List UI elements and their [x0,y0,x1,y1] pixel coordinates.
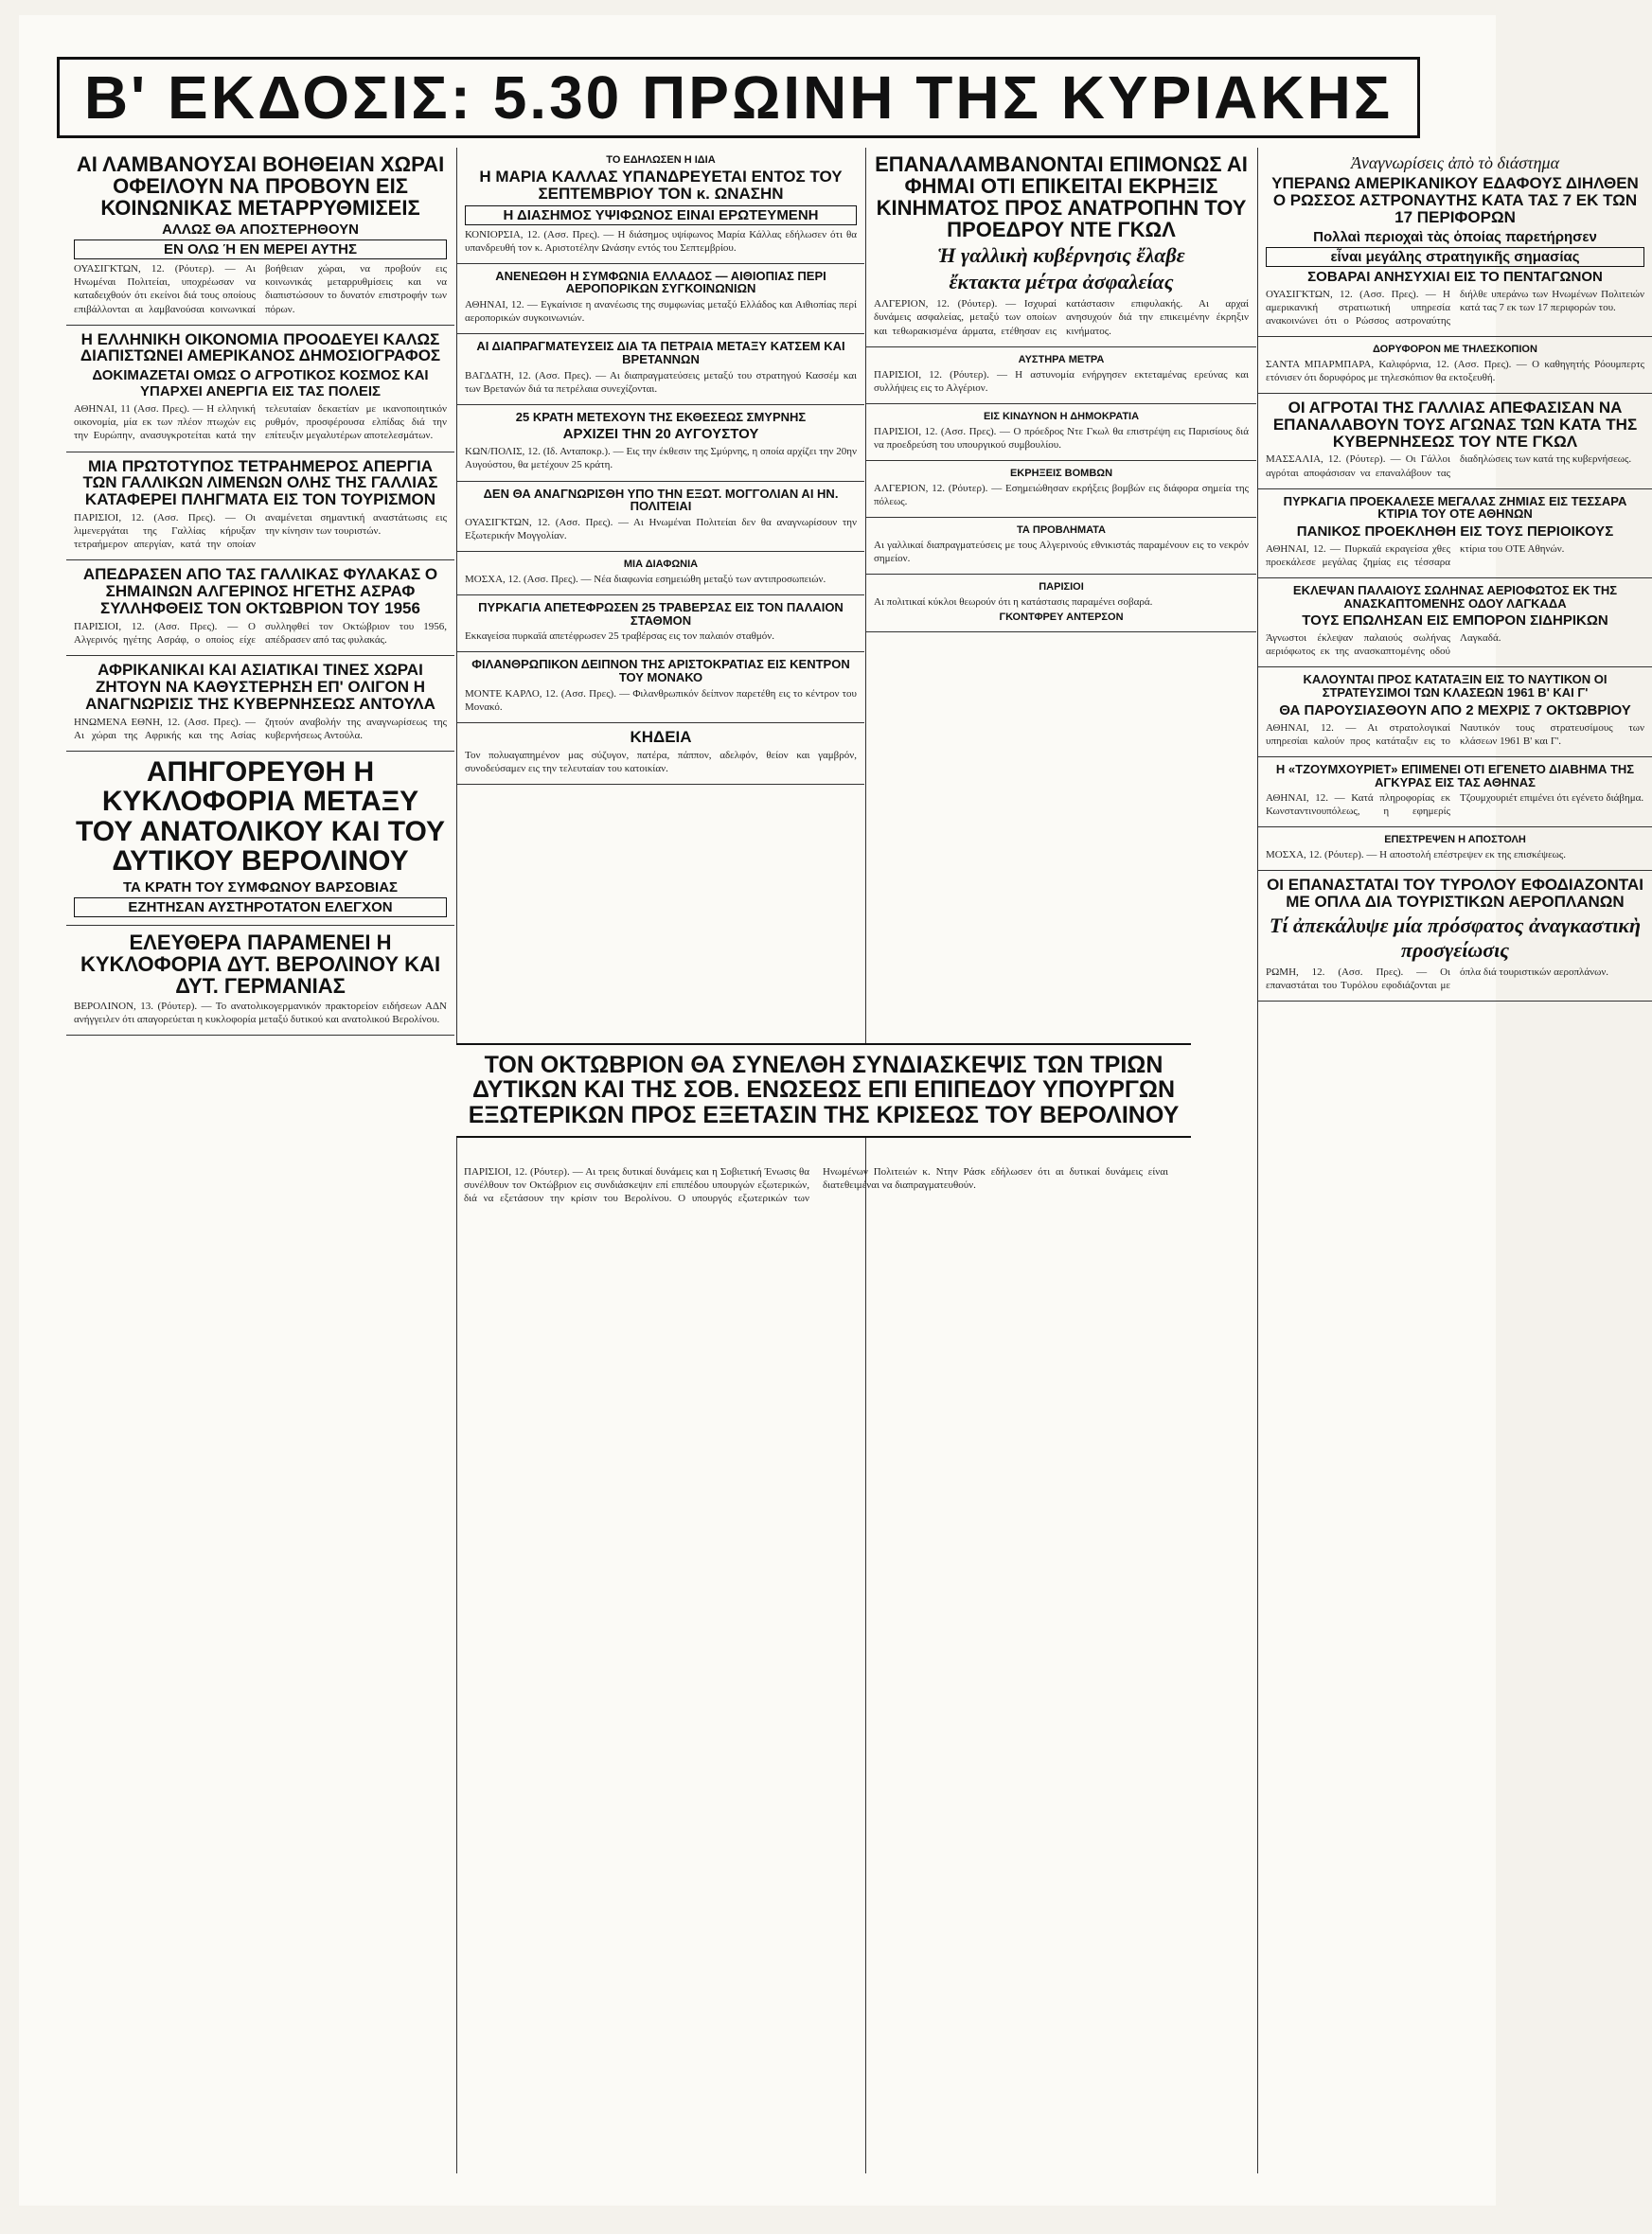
article-body: Εκκαγείσα πυρκαϊά απετέφρωσεν 25 τραβέρσας εις τον παλαιόν σταθμόν. [465,630,775,643]
kicker: ΕΙΣ ΚΙΝΔΥΝΟΝ Η ΔΗΜΟΚΡΑΤΙΑ [983,410,1140,422]
article-cumhuriyet [1258,757,1652,827]
article-body: ΑΘΗΝΑΙ, 12. — Αι στρατολογικαί υπηρεσίαι καλούν προς κατάταξιν εις το Ναυτικόν τους στρατευσίμους των κλάσεων 1961 Β' και Γ'. [1266,721,1644,747]
article-berlin-conference-banner [456,1043,1191,1138]
headline: ΚΑΛΟΥΝΤΑΙ ΠΡΟΣ ΚΑΤΑΤΑΞΙΝ ΕΙΣ ΤΟ ΝΑΥΤΙΚΟΝ ΟΙ ΣΤΡΑΤΕΥΣΙΜΟΙ ΤΩΝ ΚΛΑΣΕΩΝ 1961 Β' ΚΑΙ Γ' [1303,672,1608,700]
article-body: Άγνωστοι έκλεψαν παλαιούς σωλήνας αεριόφωτος εκ της ανασκαπτομένης οδού Λαγκαδά. [1266,632,1501,658]
kicker: ΜΙΑ ΔΙΑΦΩΝΙΑ [623,558,699,570]
article-monaco-dinner [457,652,864,722]
article-adoula-recognition [66,656,454,752]
article-funeral-notice [457,723,864,785]
article-stolen-pipes [1258,578,1652,667]
article-body: ΑΘΗΝΑΙ, 12. — Κατά πληροφορίας εκ Κωνσταντινουπόλεως, η εφημερίς Τζουμχουριέτ επιμένει ότι εγένετο διάβημα. [1266,792,1644,818]
headline: ΑΝΕΝΕΩΘΗ Η ΣΥΜΦΩΝΙΑ ΕΛΛΑΔΟΣ — ΑΙΘΙΟΠΙΑΣ ΠΕΡΙ ΑΕΡΟΠΟΡΙΚΩΝ ΣΥΓΚΟΙΝΩΝΙΩΝ [495,268,826,296]
headline: ΜΙΑ ΠΡΩΤΟΤΥΠΟΣ ΤΕΤΡΑΗΜΕΡΟΣ ΑΠΕΡΓΙΑ ΤΩΝ ΓΑΛΛΙΚΩΝ ΛΙΜΕΝΩΝ ΟΛΗΣ ΤΗΣ ΓΑΛΛΙΑΣ ΚΑΤΑΦΕΡΕΙ ΠΛΗΓΜΑΤΑ ΕΙΣ ΤΟΝ ΤΟΥΡΙΣΜΟΝ [82,456,438,509]
article-french-strike [66,452,454,561]
article-body: ΜΑΣΣΑΛΙΑ, 12. (Ρόυτερ). — Οι Γάλλοι αγρόται αποφάσισαν να επαναλάβουν τας διαδηλώσεις των κατά της κυβερνήσεως. [1266,453,1632,479]
article-body: ΠΑΡΙΣΙΟΙ, 12. (Ασσ. Πρες). — Ο πρόεδρος Ντε Γκωλ θα επιστρέψη εις Παρισίους διά να προεδρεύση του υπουργικού συμβουλίου. [874,425,1249,451]
subhead: ΕΝ ΟΛΩ Ή ΕΝ ΜΕΡΕΙ ΑΥΤΗΣ [74,239,447,259]
article-body: Αι πολιτικαί κύκλοι θεωρούν ότι η κατάστασις παραμένει σοβαρά. [874,596,1153,609]
subhead: Τί ἀπεκάλυψε μία πρόσφατος ἀναγκαστικὴ προσγείωσις [1269,913,1642,963]
kicker: ΕΠΕΣΤΡΕΨΕΝ Η ΑΠΟΣΤΟΛΗ [1384,834,1526,846]
article-mission-return [1258,827,1652,871]
subhead: Η ΔΙΑΣΗΜΟΣ ΥΨΙΦΩΝΟΣ ΕΙΝΑΙ ΕΡΩΤΕΥΜΕΝΗ [465,205,857,225]
article-disagreement [457,552,864,595]
article-body: ΚΟΝΙΟΡΣΙΑ, 12. (Ασσ. Πρες). — Η διάσημος υψίφωνος Μαρία Κάλλας εδήλωσεν ότι θα υπανδρευθή τον κ. Αριστοτέλην Ωνάσην εντός του Σεπτεμβρίου. [465,228,857,254]
article-oil-negotiations [457,334,864,404]
masthead [57,57,1420,138]
article-tyrol-rebels [1258,871,1652,1002]
headline: ΠΥΡΚΑΓΙΑ ΑΠΕΤΕΦΡΩΣΕΝ 25 ΤΡΑΒΕΡΣΑΣ ΕΙΣ ΤΟΝ ΠΑΛΑΙΟΝ ΣΤΑΘΜΟΝ [478,600,844,628]
column-1 [66,148,454,2173]
article-body: ΑΛΓΕΡΙΟΝ, 12. (Ρόυτερ). — Ισχυραί δυνάμεις ασφαλείας, μεταξύ των οποίων και τεθωρακισμένα άρματα, ετέθησαν εις κατάστασιν επιφυλακής. Αι αρχαί ανησυχούν διά την επικειμένην έκρηξιν κινήματος. [874,298,1249,337]
headline: ΑΠΕΔΡΑΣΕΝ ΑΠΟ ΤΑΣ ΓΑΛΛΙΚΑΣ ΦΥΛΑΚΑΣ Ο ΣΗΜΑΙΝΩΝ ΑΛΓΕΡΙΝΟΣ ΗΓΕΤΗΣ ΑΣΡΑΦ ΣΥΛΛΗΦΘΕΙΣ ΤΟΝ ΟΚΤΩΒΡΙΟΝ ΤΟΥ 1956 [82,565,438,617]
subhead: Πολλαὶ περιοχαὶ τὰς ὁποίας παρετήρησεν [1313,228,1597,245]
subhead: ΑΛΛΩΣ ΘΑ ΑΠΟΣΤΕΡΗΘΟΥΝ [162,222,359,239]
article-navy-conscription [1258,667,1652,756]
article-satellite-telescope [1258,337,1652,394]
subhead: ἔκτακτα μέτρα ἀσφαλείας [949,270,1174,294]
article-ethiopia-agreement [457,264,864,334]
edition-title: Β' ΕΚΔΟΣΙΣ: 5.30 ΠΡΩΙΝΗ ΤΗΣ ΚΥΡΙΑΚΗΣ [83,63,1394,132]
headline: 25 ΚΡΑΤΗ ΜΕΤΕΧΟΥΝ ΤΗΣ ΕΚΘΕΣΕΩΣ ΣΜΥΡΝΗΣ [515,409,807,424]
article-body: ΟΥΑΣΙΓΚΤΩΝ, 12. (Ασσ. Πρες). — Η αμερικανική στρατιωτική υπηρεσία ανακοινώνει ότι ο Ρώσσος αστροναύτης διήλθε υπεράνω των Ηνωμένων Πολιτειών κατά τας 7 εκ των 17 περιφορών του. [1266,288,1644,327]
headline: ΔΕΝ ΘΑ ΑΝΑΓΝΩΡΙΣΘΗ ΥΠΟ ΤΗΝ ΕΞΩΤ. ΜΟΓΓΟΛΙΑΝ ΑΙ ΗΝ. ΠΟΛΙΤΕΙΑΙ [483,486,839,514]
headline: ΑΙ ΔΙΑΠΡΑΓΜΑΤΕΥΣΕΙΣ ΔΙΑ ΤΑ ΠΕΤΡΑΙΑ ΜΕΤΑΞΥ ΚΑΤΣΕΜ ΚΑΙ ΒΡΕΤΑΝΝΩΝ [476,339,845,366]
subhead: ΣΟΒΑΡΑΙ ΑΝΗΣΥΧΙΑΙ ΕΙΣ ΤΟ ΠΕΝΤΑΓΩΝΟΝ [1307,268,1603,285]
article-body: ΑΘΗΝΑΙ, 12. — Εγκαίνισε η ανανέωσις της συμφωνίας μεταξύ Ελλάδος και Αιθιοπίας περί αεροπορικών συγκοινωνιών. [465,299,857,325]
article-french-farmers [1258,394,1652,489]
kicker: ΕΚΡΗΞΕΙΣ ΒΟΜΒΩΝ [1009,467,1113,479]
article-body: ΜΟΝΤΕ ΚΑΡΛΟ, 12. (Ασσ. Πρες). — Φιλανθρωπικόν δείπνον παρετέθη εις το κέντρον του Μονακό. [465,687,857,713]
article-body: ΜΟΣΧΑ, 12. (Ρόυτερ). — Η αποστολή επέστρεψεν εκ της επισκέψεως. [1266,849,1567,861]
headline: ΕΠΑΝΑΛΑΜΒΑΝΟΝΤΑΙ ΕΠΙΜΟΝΩΣ ΑΙ ΦΗΜΑΙ ΟΤΙ ΕΠΙΚΕΙΤΑΙ ΕΚΡΗΞΙΣ ΚΙΝΗΜΑΤΟΣ ΠΡΟΣ ΑΝΑΤΡΟΠΗΝ ΤΟΥ ΠΡΟΕΔΡΟΥ ΝΤΕ ΓΚΩΛ [875,152,1248,242]
article-body: ΑΘΗΝΑΙ, 12. — Πυρκαϊά εκραγείσα χθες προεκάλεσε μεγάλας ζημίας εις τέσσαρα κτίρια του ΟΤΕ Αθηνών. [1266,542,1565,568]
article-body: ΟΥΑΣΙΓΚΤΩΝ, 12. (Ρόυτερ). — Αι Ηνωμέναι Πολιτείαι, υποχρέωσαν να καταδειχθούν ότι εκείνοι διά τους οποίους επιβάλλονται αι λαμβανούσαι κοινωνικαί βοήθειαν χώραι, να προβούν εις κοινωνικάς μεταρρυθμίσεις και να διαπιστώσουν το δυνατόν επιστροφήν των πόρων. [74,263,447,315]
article-body: ΚΩΝ/ΠΟΛΙΣ, 12. (Ιδ. Ανταποκρ.). — Εις την έκθεσιν της Σμύρνης, η οποία αρχίζει την 20ην Αυγούστου, θα μετέχουν 25 κράτη. [465,446,857,471]
headline: ΤΟΝ ΟΚΤΩΒΡΙΟΝ ΘΑ ΣΥΝΕΛΘΗ ΣΥΝΔΙΑΣΚΕΨΙΣ ΤΩΝ ΤΡΙΩΝ ΔΥΤΙΚΩΝ ΚΑΙ ΤΗΣ ΣΟΒ. ΕΝΩΣΕΩΣ ΕΠΙ ΕΠΙΠΕΔΟΥ ΥΠΟΥΡΓΩΝ ΕΞΩΤΕΡΙΚΩΝ ΠΡΟΣ ΕΞΕΤΑΣΙΝ ΤΗΣ ΚΡΙΣΕΩΣ ΤΟΥ ΒΕΡΟΛΙΝΟΥ [468,1052,1180,1128]
article-body: ΗΝΩΜΕΝΑ ΕΘΝΗ, 12. (Ασσ. Πρες). — Αι χώραι της Αφρικής και της Ασίας ζητούν αναβολήν της αναγνωρίσεως της κυβερνήσεως Αντούλα. [74,716,447,741]
kicker: ΠΑΡΙΣΙΟΙ [1039,581,1084,594]
article-democracy-danger [866,404,1256,461]
article-strict-measures [866,347,1256,404]
article-body: ΒΑΓΔΑΤΗ, 12. (Ασσ. Πρες). — Αι διαπραγματεύσεις μεταξύ του στρατηγού Κασσέμ και των Βρετανών διά τα πετρέλαια συνεχίζονται. [465,369,857,395]
article-problems [866,518,1256,575]
column-4 [1257,148,1652,2173]
article-body: ΟΥΑΣΙΓΚΤΩΝ, 12. (Ασσ. Πρες). — Αι Ηνωμέναι Πολιτείαι δεν θα αναγνωρίσουν την Εξωτερικήν Μογγολίαν. [465,516,857,541]
article-body: ΒΕΡΟΛΙΝΟΝ, 13. (Ρόυτερ). — Το ανατολικογερμανικόν πρακτορείον ειδήσεων ΑΔΝ ανήγγειλεν ότι απαγορεύεται η κυκλοφορία μεταξύ δυτικού και ανατολικού Βερολίνου. [74,1000,447,1026]
article-body: Τον πολυαγαπημένον μας σύζυγον, πατέρα, πάππον, αδελφόν, θείον και γαμβρόν, συνοδεύσαμεν εις την τελευταίαν του κατοικίαν. [465,749,857,774]
headline: ΑΙ ΛΑΜΒΑΝΟΥΣΑΙ ΒΟΗΘΕΙΑΝ ΧΩΡΑΙ ΟΦΕΙΛΟΥΝ ΝΑ ΠΡΟΒΟΥΝ ΕΙΣ ΚΟΙΝΩΝΙΚΑΣ ΜΕΤΑΡΡΥΘΜΙΣΕΙΣ [76,152,445,221]
kicker: ΤΑ ΠΡΟΒΛΗΜΑΤΑ [1016,524,1106,537]
article-body: ΡΩΜΗ, 12. (Ασσ. Πρες). — Οι επαναστάται του Τυρόλου εφοδιάζονται με όπλα διά τουριστικών αεροπλάνων. [1266,966,1609,992]
column-2 [456,148,864,2173]
headline: ΥΠΕΡΑΝΩ ΑΜΕΡΙΚΑΝΙΚΟΥ ΕΔΑΦΟΥΣ ΔΙΗΛΘΕΝ Ο ΡΩΣΣΟΣ ΑΣΤΡΟΝΑΥΤΗΣ ΚΑΤΑ ΤΑΣ 7 ΕΚ ΤΩΝ 17 ΠΕΡΙΦΟΡΩΝ [1271,174,1639,226]
article-body: ΑΛΓΕΡΙΟΝ, 12. (Ρόυτερ). — Εσημειώθησαν εκρήξεις βομβών εις διάφορα σημεία της πόλεως. [874,482,1249,507]
subhead: ΠΑΝΙΚΟΣ ΠΡΟΕΚΛΗΘΗ ΕΙΣ ΤΟΥΣ ΠΕΡΙΟΙΚΟΥΣ [1296,523,1614,540]
subhead: ΘΑ ΠΑΡΟΥΣΙΑΣΘΟΥΝ ΑΠΟ 2 ΜΕΧΡΙΣ 7 ΟΚΤΩΒΡΙΟΥ [1279,701,1631,718]
article-body: ΑΘΗΝΑΙ, 11 (Ασσ. Πρες). — Η ελληνική οικονομία, μία εκ των πλέον πτωχών εις την Ευρώπην, ανασυγκροτείται κατά την τελευταίαν δεκαετίαν με ικανοποιητικόν ρυθμόν, προσφέρουσα ελπίδας διά την επίτευξιν μεγαλυτέρων αποτελεσμάτων. [74,403,447,442]
article-body: ΜΟΣΧΑ, 12. (Ασσ. Πρες). — Νέα διαφωνία εσημειώθη μεταξύ των αντιπροσωπειών. [465,573,826,585]
headline: ΑΠΗΓΟΡΕΥΘΗ Η ΚΥΚΛΟΦΟΡΙΑ ΜΕΤΑΞΥ ΤΟΥ ΑΝΑΤΟΛΙΚΟΥ ΚΑΙ ΤΟΥ ΔΥΤΙΚΟΥ ΒΕΡΟΛΙΝΟΥ [75,755,446,878]
byline: ΓΚΟΝΤΦΡΕΥ ΑΝΤΕΡΣΟΝ [999,612,1124,624]
tagline: Ἀναγνωρίσεις ἀπὸ τὸ διάστημα [1350,153,1560,172]
kicker: ΑΥΣΤΗΡΑ ΜΕΤΡΑ [1018,353,1105,365]
article-ote-fire [1258,489,1652,578]
subhead: Ἡ γαλλικὴ κυβέρνησις ἔλαβε [937,243,1185,268]
article-berlin-conference-body [456,1162,1176,1617]
subhead: ΕΖΗΤΗΣΑΝ ΑΥΣΤΗΡΟΤΑΤΟΝ ΕΛΕΓΧΟΝ [74,897,447,917]
subhead: ΔΟΚΙΜΑΖΕΤΑΙ ΟΜΩΣ Ο ΑΓΡΟΤΙΚΟΣ ΚΟΣΜΟΣ ΚΑΙ ΥΠΑΡΧΕΙ ΑΝΕΡΓΙΑ ΕΙΣ ΤΑΣ ΠΟΛΕΙΣ [92,367,429,400]
article-station-fire [457,595,864,652]
subhead: ΤΟΥΣ ΕΠΩΛΗΣΑΝ ΕΙΣ ΕΜΠΟΡΟΝ ΣΙΔΗΡΙΚΩΝ [1302,612,1608,629]
headline: ΕΚΛΕΨΑΝ ΠΑΛΑΙΟΥΣ ΣΩΛΗΝΑΣ ΑΕΡΙΟΦΩΤΟΣ ΕΚ ΤΗΣ ΑΝΑΣΚΑΠΤΟΜΕΝΗΣ ΟΔΟΥ ΛΑΓΚΑΔΑ [1292,583,1618,611]
article-body: ΠΑΡΙΣΙΟΙ, 12. (Ασσ. Πρες). — Οι λιμενεργάται της Γαλλίας κήρυξαν τετραήμερον απεργίαν, κατά την οποίαν αναμένεται σημαντική αναστάτωσις εις την κίνησιν των τουριστών. [74,512,447,551]
article-body: ΠΑΡΙΣΙΟΙ, 12. (Ρόυτερ). — Αι τρεις δυτικαί δυνάμεις και η Σοβιετική Ένωσις θα συνέλθουν τον Οκτώβριον εις συνδιάσκεψιν επί επιπέδου υπουργών εξωτερικών, διά να εξετάσουν την κρίσιν του Βερολίνου. Ο υπουργός εξωτερικών των Ηνωμένων Πολιτειών κ. Ντην Ράσκ εδήλωσεν ότι αι δυτικαί δυνάμεις είναι διατεθειμέναι να διαπραγματευθούν. [464,1166,1168,1205]
article-greek-economy [66,326,454,452]
headline: ΦΙΛΑΝΘΡΩΠΙΚΟΝ ΔΕΙΠΝΟΝ ΤΗΣ ΑΡΙΣΤΟΚΡΑΤΙΑΣ ΕΙΣ ΚΕΝΤΡΟΝ ΤΟΥ ΜΟΝΑΚΟ [471,657,850,685]
article-social-reforms [66,148,454,326]
kicker: ΔΟΡΥΦΟΡΟΝ ΜΕ ΤΗΛΕΣΚΟΠΙΟΝ [1373,343,1537,355]
headline: ΑΦΡΙΚΑΝΙΚΑΙ ΚΑΙ ΑΣΙΑΤΙΚΑΙ ΤΙΝΕΣ ΧΩΡΑΙ ΖΗΤΟΥΝ ΝΑ ΚΑΘΥΣΤΕΡΗΣΗ ΕΠ' ΟΛΙΓΟΝ Η ΑΝΑΓΝΩΡΙΣΙΣ ΤΗΣ ΚΥΒΕΡΝΗΣΕΩΣ ΑΝΤΟΥΛΑ [85,660,435,713]
article-body: ΣΑΝΤΑ ΜΠΑΡΜΠΑΡΑ, Καλιφόρνια, 12. (Ασσ. Πρες). — Ο καθηγητής Ρόουμπερτς ετόνισεν ότι δορυφόρος με τηλεσκόπιον θα εκτοξευθή. [1266,358,1644,383]
article-body: ΠΑΡΙΣΙΟΙ, 12. (Ρόυτερ). — Η αστυνομία ενήργησεν εκτεταμένας ερεύνας και συλλήψεις εις το Αλγέριον. [874,368,1249,394]
headline: Η ΕΛΛΗΝΙΚΗ ΟΙΚΟΝΟΜΙΑ ΠΡΟΟΔΕΥΕΙ ΚΑΛΩΣ ΔΙΑΠΙΣΤΩΝΕΙ ΑΜΕΡΙΚΑΝΟΣ ΔΗΜΟΣΙΟΓΡΑΦΟΣ [80,329,441,365]
article-berlin-traffic-ban [66,752,454,926]
subhead: εἶναι μεγάλης στρατηγικῆς σημασίας [1266,247,1644,267]
column-3 [865,148,1256,2173]
subhead: ΤΑ ΚΡΑΤΗ ΤΟΥ ΣΥΜΦΩΝΟΥ ΒΑΡΣΟΒΙΑΣ [122,878,399,895]
headline: ΠΥΡΚΑΓΙΑ ΠΡΟΕΚΑΛΕΣΕ ΜΕΓΑΛΑΣ ΖΗΜΙΑΣ ΕΙΣ ΤΕΣΣΑΡΑ ΚΤΙΡΙΑ ΤΟΥ ΟΤΕ ΑΘΗΝΩΝ [1283,493,1627,522]
article-callas [457,148,864,264]
article-cosmonaut [1258,148,1652,337]
article-paris-note [866,575,1256,632]
headline: Η ΜΑΡΙΑ ΚΑΛΛΑΣ ΥΠΑΝΔΡΕΥΕΤΑΙ ΕΝΤΟΣ ΤΟΥ ΣΕΠΤΕΜΒΡΙΟΥ ΤΟΝ κ. ΩΝΑΣΗΝ [479,168,843,203]
article-bomb-explosions [866,461,1256,518]
article-smyrna-fair [457,405,864,482]
newspaper-page [19,15,1644,2206]
article-algerian-escape [66,560,454,656]
headline: ΚΗΔΕΙΑ [630,727,692,746]
article-mongolia [457,482,864,552]
headline: Η «ΤΖΟΥΜΧΟΥΡΙΕΤ» ΕΠΙΜΕΝΕΙ ΟΤΙ ΕΓΕΝΕΤΟ ΔΙΑΒΗΜΑ ΤΗΣ ΑΓΚΥΡΑΣ ΕΙΣ ΤΑΣ ΑΘΗΝΑΣ [1275,761,1635,789]
article-de-gaulle-coup [866,148,1256,347]
headline: ΟΙ ΕΠΑΝΑΣΤΑΤΑΙ ΤΟΥ ΤΥΡΟΛΟΥ ΕΦΟΔΙΑΖΟΝΤΑΙ ΜΕ ΟΠΛΑ ΔΙΑ ΤΟΥΡΙΣΤΙΚΩΝ ΑΕΡΟΠΛΑΝΩΝ [1267,876,1643,912]
article-body: ΠΑΡΙΣΙΟΙ, 12. (Ασσ. Πρες). — Ο Αλγερινός ηγέτης Ασράφ, ο οποίος είχε συλληφθεί τον Οκτώβριον του 1956, απέδρασεν από τας φυλακάς. [74,620,447,646]
kicker: ΤΟ ΕΔΗΛΩΣΕΝ Η ΙΔΙΑ [606,154,716,166]
subhead: ΑΡΧΙΖΕΙ ΤΗΝ 20 ΑΥΓΟΥΣΤΟΥ [562,426,759,443]
headline: ΟΙ ΑΓΡΟΤΑΙ ΤΗΣ ΓΑΛΛΙΑΣ ΑΠΕΦΑΣΙΣΑΝ ΝΑ ΕΠΑΝΑΛΑΒΟΥΝ ΤΟΥΣ ΑΓΩΝΑΣ ΤΩΝ ΚΑΤΑ ΤΗΣ ΚΥΒΕΡΝΗΣΕΩΣ ΤΟΥ ΝΤΕ ΓΚΩΛ [1272,398,1638,451]
article-body: Αι γαλλικαί διαπραγματεύσεις με τους Αλγερινούς εθνικιστάς παραμένουν εις το νεκρόν σημείον. [874,540,1249,565]
headline: ΕΛΕΥΘΕΡΑ ΠΑΡΑΜΕΝΕΙ Η ΚΥΚΛΟΦΟΡΙΑ ΔΥΤ. ΒΕΡΟΛΙΝΟΥ ΚΑΙ ΔΥΤ. ΓΕΡΜΑΝΙΑΣ [80,930,441,998]
article-berlin-traffic-free [66,926,454,1036]
